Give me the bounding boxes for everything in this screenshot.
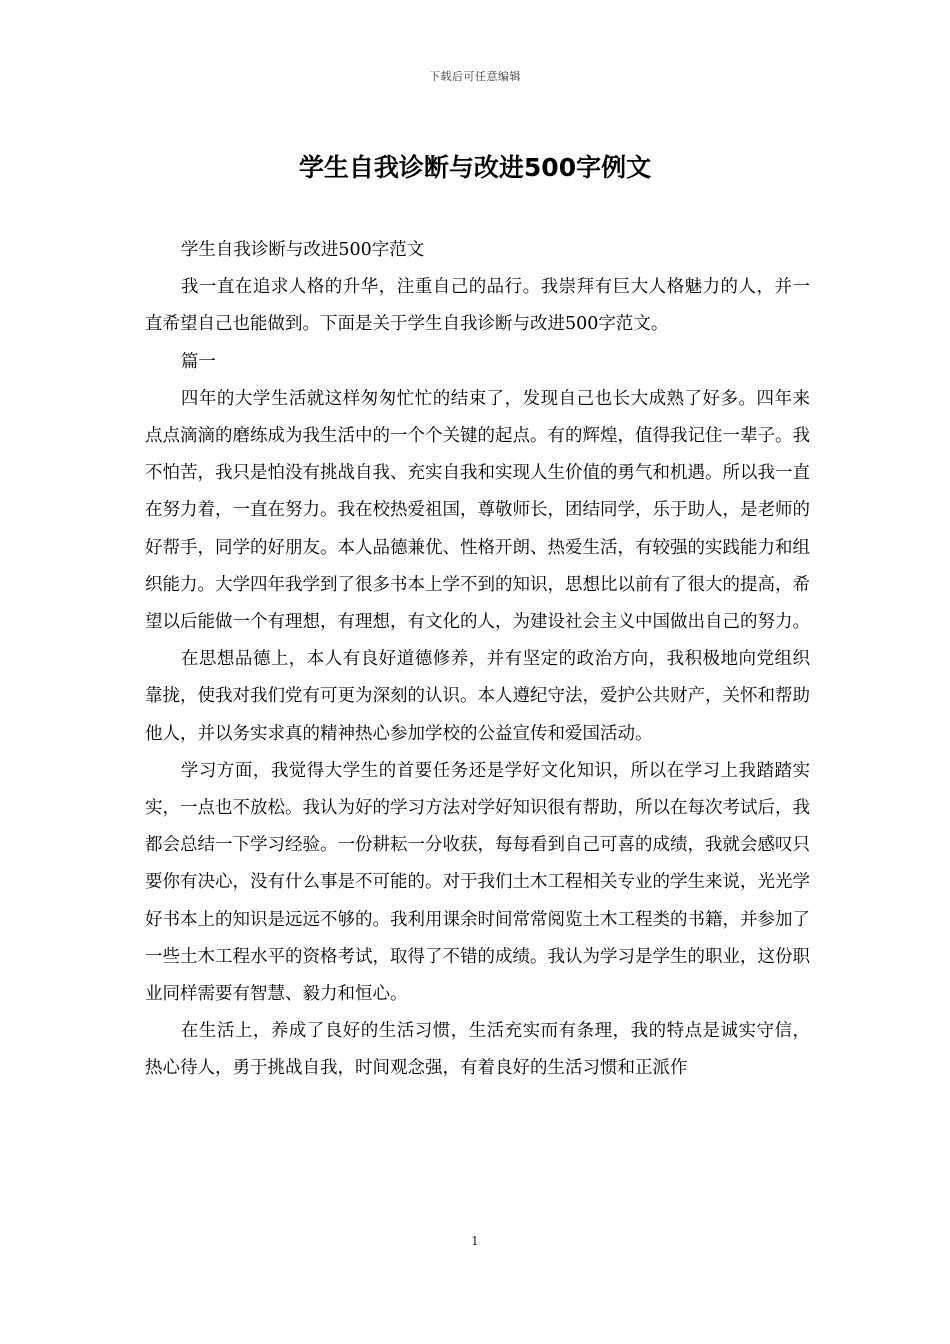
paragraph: 学习方面，我觉得大学生的首要任务还是学好文化知识，所以在学习上我踏踏实实，一点也不放松。我认为好的学习方法对学好知识很有帮助，所以在每次考试后，我都会总结一下学习经验。一份耕耘一分收获，每每看到自己可喜的成绩，我就会感叹只要你有决心，没有什么事是不可能的。对于我们土木工程相关专业的学生来说，光光学好书本上的知识是远远不够的。我利用课余时间常常阅览土木工程类的书籍，并参加了一些土木工程水平的资格考试，取得了不错的成绩。我认为学习是学生的职业，这份职业同样需要有智慧、毅力和恒心。 — [145, 760, 810, 1005]
paragraph-intro: 我一直在追求人格的升华，注重自己的品行。我崇拜有巨大人格魅力的人，并一直希望自己也能做到。下面是关于学生自我诊断与改进500字范文。 — [145, 277, 810, 335]
section-heading: 篇一 — [180, 351, 216, 372]
paragraph: 四年的大学生活就这样匆匆忙忙的结束了，发现自己也长大成熟了好多。四年来点点滴滴的磨练成为我生活中的一个个关键的起点。有的辉煌，值得我记住一辈子。我不怕苦，我只是怕没有挑战自我、充实自我和实现人生价值的勇气和机遇。所以我一直在努力着，一直在努力。我在校热爱祖国，尊敬师长，团结同学，乐于助人，是老师的好帮手，同学的好朋友。本人品德兼优、性格开朗、热爱生活，有较强的实践能力和组织能力。大学四年我学到了很多书本上学不到的知识，思想比以前有了很大的提高，希望以后能做一个有理想，有理想，有文化的人，为建设社会主义中国做出自己的努力。 — [145, 388, 810, 633]
paragraph-subtitle: 学生自我诊断与改进500字范文 — [180, 240, 425, 260]
document-title: 学生自我诊断与改进500字例文 — [298, 153, 652, 182]
document-body — [145, 232, 810, 1088]
page-number: 1 — [471, 1234, 479, 1248]
header-note: 下载后可任意编辑 — [429, 70, 521, 83]
paragraph: 在生活上，养成了良好的生活习惯，生活充实而有条理，我的特点是诚实守信，热心待人，勇于挑战自我，时间观念强，有着良好的生活习惯和正派作 — [145, 1021, 810, 1079]
paragraph: 在思想品德上，本人有良好道德修养，并有坚定的政治方向，我积极地向党组织靠拢，使我对我们党有可更为深刻的认识。本人遵纪守法，爱护公共财产，关怀和帮助他人，并以务实求真的精神热心参加学校的公益宣传和爱国活动。 — [145, 649, 810, 744]
